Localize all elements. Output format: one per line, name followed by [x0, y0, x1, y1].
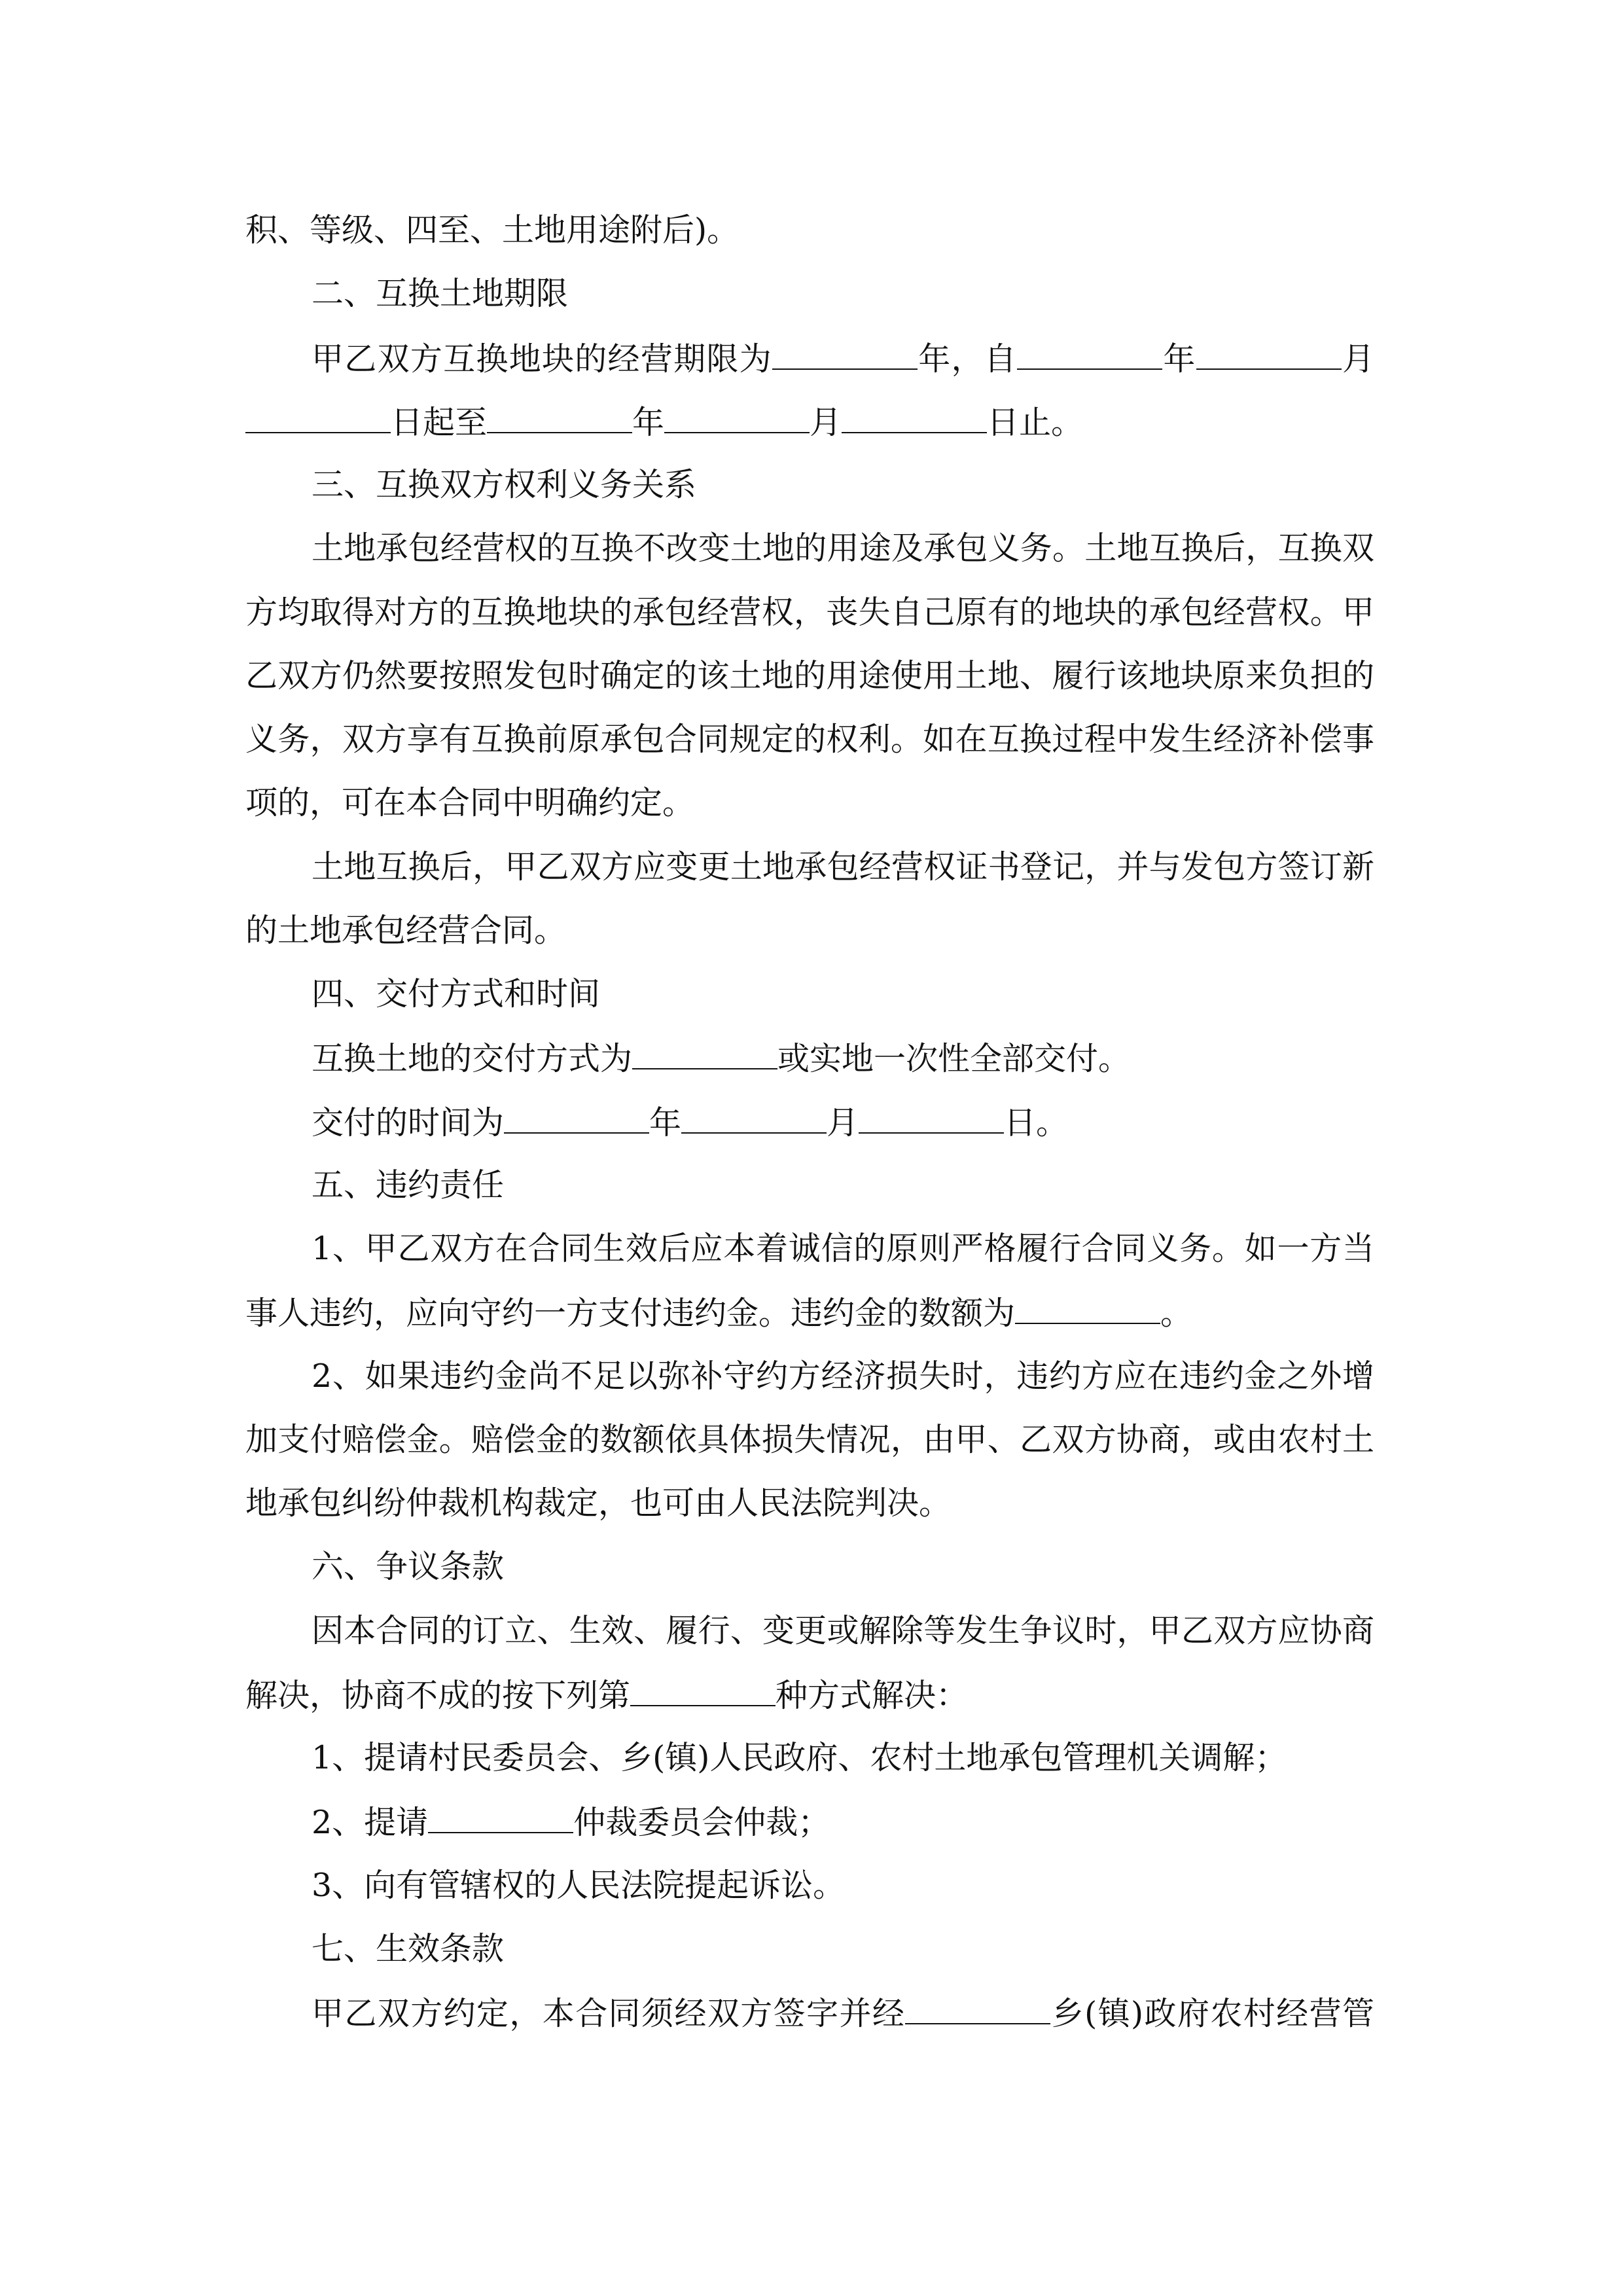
text-segment: 项的，可在本合同中明确约定。 [245, 784, 695, 822]
text-segment: 因本合同的订立、生效、履行、变更或解除等发生争议时，甲乙双方应协商 [312, 1611, 1374, 1649]
text-segment: 日。 [1004, 1103, 1069, 1141]
text-segment: 加支付赔偿金。赔偿金的数额依具体损失情况，由甲、乙双方协商，或由农村土 [245, 1420, 1374, 1458]
text-line [245, 720, 1374, 759]
text-segment: 月 [810, 403, 842, 441]
text-line [245, 1420, 1374, 1460]
text-line [312, 1229, 1374, 1268]
text-line [312, 1738, 1374, 1778]
text-segment: 六、争议条款 [312, 1548, 505, 1586]
text-line [312, 1547, 1374, 1587]
text-segment: 仲裁委员会仲裁； [573, 1804, 830, 1842]
text-line [312, 1357, 1374, 1396]
text-line [312, 274, 1374, 314]
text-line [312, 1802, 1374, 1841]
text-segment: 1、提请村民委员会、乡(镇)人民政府、农村土地承包管理机关调解； [312, 1739, 1287, 1776]
text-segment: 种方式解决： [776, 1676, 969, 1714]
text-line [312, 1038, 1374, 1077]
fill-in-blank[interactable] [487, 402, 632, 433]
text-segment: 积、等级、四至、土地用途附后)。 [245, 211, 740, 249]
text-line [312, 975, 1374, 1014]
text-line [312, 338, 1374, 378]
fill-in-blank[interactable] [905, 1993, 1050, 2024]
text-line [245, 783, 1374, 823]
text-line [312, 1102, 1374, 1141]
text-segment: 交付的时间为 [312, 1103, 505, 1141]
text-line [245, 1675, 1374, 1714]
text-segment: 乡(镇)政府农村经营管 [1050, 1995, 1374, 2032]
text-segment: 1、甲乙双方在合同生效后应本着诚信的原则严格履行合同义务。如一方当 [312, 1230, 1374, 1267]
text-line [245, 656, 1374, 696]
fill-in-blank[interactable] [245, 402, 391, 433]
fill-in-blank[interactable] [1015, 1293, 1160, 1324]
text-segment: 年，自 [917, 340, 1018, 378]
text-segment: 年 [632, 403, 665, 441]
text-segment: 四、交付方式和时间 [312, 975, 601, 1013]
text-segment: 解决，协商不成的按下列第 [245, 1676, 631, 1714]
text-segment: 2、如果违约金尚不足以弥补守约方经济损失时，违约方应在违约金之外增 [312, 1357, 1374, 1395]
text-segment: 2、提请 [312, 1804, 429, 1842]
text-segment: 地承包纠纷仲裁机构裁定，也可由人民法院判决。 [245, 1484, 952, 1522]
text-segment: 日止。 [987, 403, 1084, 441]
text-segment: 互换土地的交付方式为 [312, 1040, 633, 1078]
text-segment: 七、生效条款 [312, 1929, 505, 1967]
text-line [312, 1611, 1374, 1651]
text-segment: 土地互换后，甲乙双方应变更土地承包经营权证书登记，并与发包方签订新 [312, 848, 1374, 886]
fill-in-blank[interactable] [632, 1038, 777, 1069]
text-line [245, 911, 1374, 950]
fill-in-blank[interactable] [1017, 338, 1162, 370]
text-segment: 日起至 [391, 403, 488, 441]
text-segment: 甲乙双方约定，本合同须经双方签字并经 [312, 1995, 906, 2032]
text-segment: 事人违约，应向守约一方支付违约金。违约金的数额为 [245, 1295, 1016, 1333]
text-line [312, 1866, 1374, 1905]
text-segment: 年 [1162, 340, 1196, 378]
text-line [312, 465, 1374, 505]
text-segment: 土地承包经营权的互换不改变土地的用途及承包义务。土地互换后，互换双 [312, 529, 1374, 567]
text-line [312, 848, 1374, 887]
text-line [245, 593, 1374, 632]
text-line [245, 1484, 1374, 1523]
fill-in-blank[interactable] [630, 1675, 776, 1706]
text-segment: 五、违约责任 [312, 1166, 505, 1204]
fill-in-blank[interactable] [681, 1102, 827, 1134]
text-segment: 三、互换双方权利义务关系 [312, 466, 697, 503]
fill-in-blank[interactable] [859, 1102, 1004, 1134]
fill-in-blank[interactable] [842, 402, 987, 433]
text-line [312, 1993, 1374, 2032]
text-line [312, 529, 1374, 568]
text-line [312, 1166, 1374, 1205]
text-line [245, 211, 1374, 250]
text-segment: 月 [827, 1103, 859, 1141]
text-segment: 甲乙双方互换地块的经营期限为 [312, 340, 772, 378]
text-segment: 二、互换土地期限 [312, 275, 569, 313]
text-line [245, 402, 1374, 441]
text-segment: 。 [1160, 1295, 1193, 1333]
text-segment: 义务，双方享有互换前原承包合同规定的权利。如在互换过程中发生经济补偿事 [245, 721, 1374, 758]
text-segment: 或实地一次性全部交付。 [777, 1040, 1131, 1078]
text-segment: 年 [649, 1103, 682, 1141]
text-segment: 乙双方仍然要按照发包时确定的该土地的用途使用土地、履行该地块原来负担的 [245, 656, 1374, 694]
text-segment: 月 [1341, 340, 1374, 378]
fill-in-blank[interactable] [504, 1102, 649, 1134]
fill-in-blank[interactable] [1196, 338, 1342, 370]
text-line [312, 1929, 1374, 1969]
text-segment: 3、向有管辖权的人民法院提起诉讼。 [312, 1866, 846, 1904]
text-segment: 方均取得对方的互换地块的承包经营权，丧失自己原有的地块的承包经营权。甲 [245, 593, 1374, 631]
text-segment: 的土地承包经营合同。 [245, 911, 567, 949]
fill-in-blank[interactable] [772, 338, 918, 370]
fill-in-blank[interactable] [664, 402, 810, 433]
text-line [245, 1293, 1374, 1332]
fill-in-blank[interactable] [428, 1802, 573, 1833]
